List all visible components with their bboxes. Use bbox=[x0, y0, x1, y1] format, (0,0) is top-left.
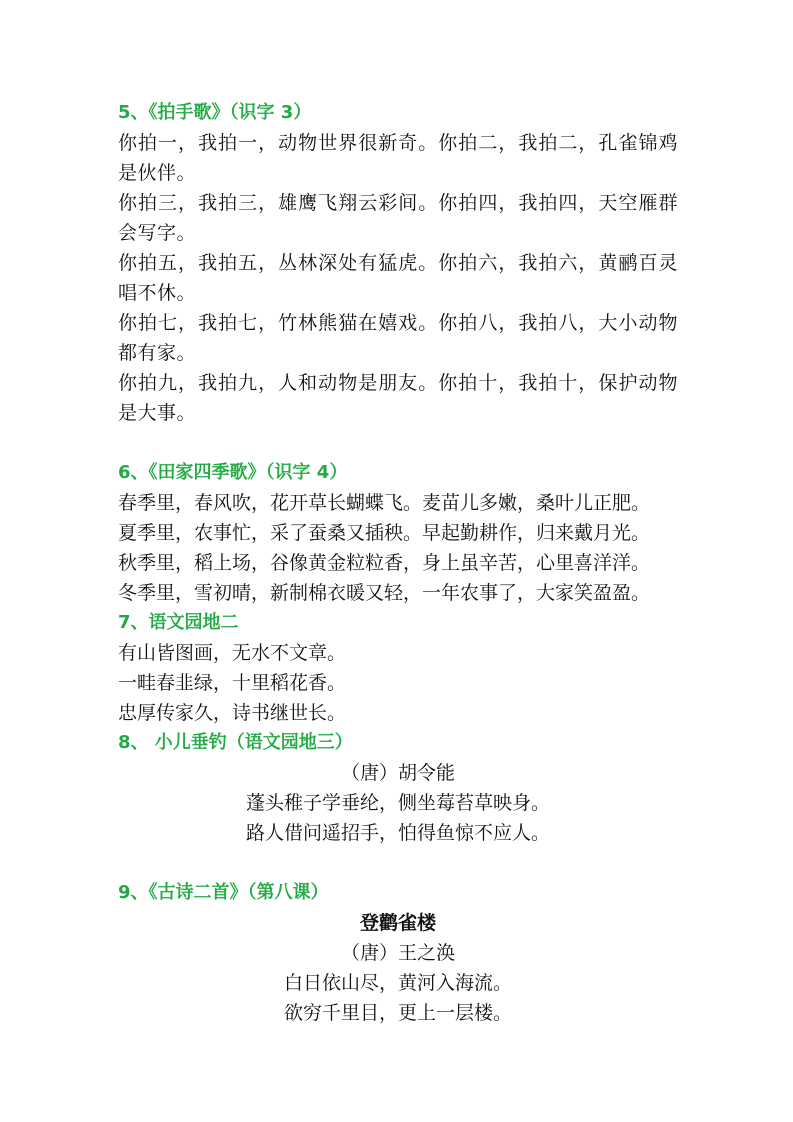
section-spacer bbox=[118, 428, 678, 458]
poem-title: 登鹳雀楼 bbox=[359, 912, 436, 934]
couplet-line: 忠厚传家久，诗书继世长。 bbox=[118, 702, 347, 724]
poem-line: 欲穷千里目，更上一层楼。 bbox=[283, 1002, 512, 1024]
verse-paragraph: 你拍五，我拍五，丛林深处有猛虎。你拍六，我拍六，黄鹂百灵唱不休。 bbox=[118, 252, 678, 304]
couplet-line: 有山皆图画，无水不文章。 bbox=[118, 642, 347, 664]
poem-line: 路人借问遥招手，怕得鱼惊不应人。 bbox=[245, 822, 550, 844]
section-heading-9: 9、《古诗二首》（第八课） bbox=[118, 882, 329, 903]
section-heading-6: 6、《田家四季歌》（识字 4） bbox=[118, 462, 348, 483]
section-heading-7: 7、语文园地二 bbox=[118, 612, 239, 633]
section-heading-5: 5、《拍手歌》（识字 3） bbox=[118, 102, 312, 123]
poem-line: 蓬头稚子学垂纶，侧坐莓苔草映身。 bbox=[245, 792, 550, 814]
verse-line: 冬季里，雪初晴，新制棉衣暖又轻，一年农事了，大家笑盈盈。 bbox=[118, 582, 651, 604]
verse-paragraph: 你拍三，我拍三，雄鹰飞翔云彩间。你拍四，我拍四，天空雁群会写字。 bbox=[118, 192, 678, 244]
verse-paragraph: 你拍九，我拍九，人和动物是朋友。你拍十，我拍十，保护动物是大事。 bbox=[118, 372, 678, 424]
verse-line: 春季里，春风吹，花开草长蝴蝶飞。麦苗儿多嫩，桑叶儿正肥。 bbox=[118, 492, 651, 514]
verse-line: 秋季里，稻上场，谷像黄金粒粒香，身上虽辛苦，心里喜洋洋。 bbox=[118, 552, 651, 574]
section-spacer bbox=[118, 848, 678, 878]
verse-line: 夏季里，农事忙，采了蚕桑又插秧。早起勤耕作，归来戴月光。 bbox=[118, 522, 651, 544]
poem-author: （唐）胡令能 bbox=[340, 762, 455, 784]
verse-paragraph: 你拍一，我拍一，动物世界很新奇。你拍二，我拍二，孔雀锦鸡是伙伴。 bbox=[118, 132, 678, 184]
section-heading-8: 8、 小儿垂钓（语文园地三） bbox=[118, 732, 353, 753]
document-page bbox=[118, 98, 678, 1028]
verse-paragraph: 你拍七，我拍七，竹林熊猫在嬉戏。你拍八，我拍八，大小动物都有家。 bbox=[118, 312, 678, 364]
couplet-line: 一畦春韭绿，十里稻花香。 bbox=[118, 672, 347, 694]
poem-line: 白日依山尽，黄河入海流。 bbox=[283, 972, 512, 994]
poem-author: （唐）王之涣 bbox=[340, 942, 455, 964]
